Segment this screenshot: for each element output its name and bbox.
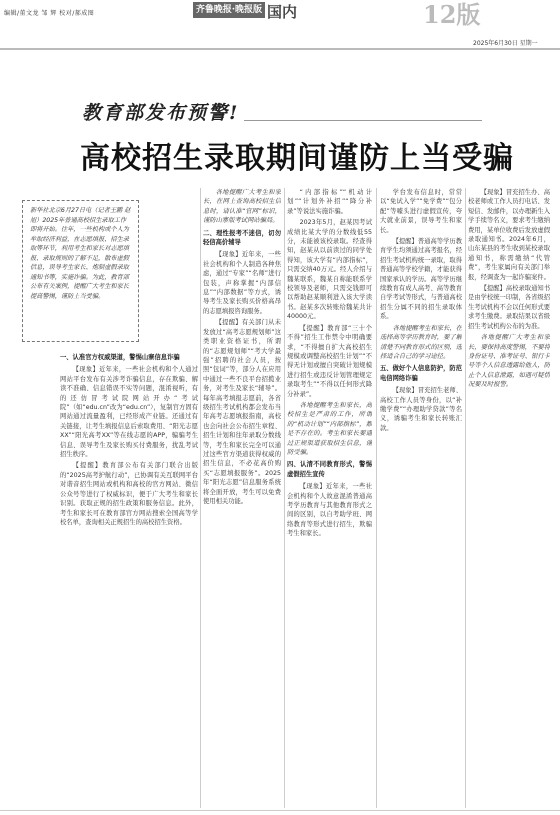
body-paragraph: 【现象】近年来，一些社会机构和个人通过网站平台发布有关涉考诈骗信息，存在欺骗、解读不准确、信息错误不实等问题，混淆视听，有的还仿冒考试院网站开办“考试院”（如“edu.cn”改为“edu.cn”），复制官方固有网站通过流量盈利，已经形成产业链。还通过有关链接，让考生填报信息后索取费用、“阳光志愿XX”“阳光高考XX”等在线志愿的APP，骗骗考生信息、误导考生及家长购买付费服务，扰乱考试招生秩序。 [60,366,198,459]
body-paragraph: 【现象】冒充招生办、高校老师或工作人员打电话、发短信、发邮件，以办理新生入学手续等名义，要求考生缴纳费用，某单位收费后发放虚假录取通知书。2024年6月，山东某县的考生收到某校录取通知书，称需缴纳“代管费”，考生家属向有关部门举报，经调查为一起诈骗案件。 [468,189,550,281]
body-paragraph: 2023年5月，赵某因考试成绩比某大学的分数线低55分，未能被该校录取。经查得知，赵某从以前读过的同学处得知，该大学有“内部指标”，只需交纳40万元。经人介绍与魏某联系，魏某自称能联系学校领导及老师，只需交钱即可以帮助赵某顺利进入该大学读书。赵某多次转账给魏某共计40000元。 [287,219,372,321]
section-subhead: 四、认清不同教育形式，警惕虚假招生宣传 [287,461,372,478]
section-subhead: 五、做好个人信息防护，防范电信网络诈骗 [380,365,462,382]
column-2 [203,188,281,808]
body-paragraph: 【现象】冒充招生老师、高校工作人员等身份，以“补缴学费”“办理助学贷款”等名义，诱骗考生和家长转账汇款。 [380,387,462,432]
article-lead: 新华社北京6月27日电（记者王鹏 赵旭）2025年普通高校招生录取工作即将开始。往年，一些机构或个人为牟取经济利益，在志愿填报、招生录取等环节，利用考生和家长对志愿填报、录取规则的了解不足，散布虚假信息，误导考生家长、炮制虚假录取通知书等，实施诈骗。为此，教育部公布有关案例，提醒广大考生和家长提高警惕，谨防上当受骗。 [30,207,131,300]
editor-credits: 编辑/董文龙 邹 辉 校对/郝成图 [4,10,95,17]
body-paragraph: 各地提醒考生和家长，在选择高等学历教育时，要了解清楚不同教育形式的区别，选择适合自己的学习途径。 [380,324,462,360]
article-kicker: 教育部发布预警! [82,102,240,124]
section-subhead: 一、认准官方权威渠道，警惕山寨信息诈骗 [60,354,180,361]
body-paragraph: 【现象】近年来，一些社会机构和个人制造各种焦虑，通过“专家”“名师”进行包装，声称掌握“内部信息”“内部数据”等方式，诱导考生及家长购买价格高昂的志愿填报咨询服务。 [203,251,281,315]
section-title: 国内 [267,3,298,21]
body-paragraph: 【提醒】教育部公布有关部门联合出版的“2025高考护航行动”，已协调有关互联网平台对谐音招生网站或机构和高校的官方网站、微信公众号等进行了权威标识，便于广大考生和家长识别。获取正规的招生政策和服务信息。此外，考生和家长可在教育部官方网站搜索全国高等学校名单，查询相关正规招生的高校招生资格。 [60,462,198,526]
body-paragraph: 各地提醒广大考生和家长，在网上查询高校招生信息时，请认准“官网”标识，谨防山寨版考试网站骗局。 [203,189,281,225]
body-paragraph: 各地提醒考生和家长，高校招生是严肃的工作，所谓的“机动计划”“内部指标”，都是不存在的。考生和家长要通过正规渠道获取招生信息，谨防受骗。 [287,401,372,456]
body-paragraph: 【提醒】有关部门从未发放过“高考志愿规划师”这类职业资格证书，所谓的“志愿规划师”“考大学最强”招聘的社会人员，按照“包词”等，部分人在应用中通过一些不良平台招揽业务，对考生及家长“辅导”。每年高考填报志愿前，各省级招生考试机构都会发布当年高考志愿填报指南，高校也会向社会公布招生章程、招生计划和往年录取分数线等，考生和家长完全可以通过这些官方渠道获得权威的招生信息，不必花高价购买“志愿填报服务”。2025年“阳光志愿”信息服务系统将全面开放，考生可以免费使用相关功能。 [203,319,281,505]
article-headline: 高校招生录取期间谨防上当受骗 [80,141,514,176]
kicker-rule [244,120,482,121]
column-1 [60,350,198,810]
column-divider [465,188,466,808]
body-paragraph: 【提醒】普通高等学历教育学生均须通过高考报名，经招生考试机构统一录取，取得普通高等学校学籍，才能获得国家承认的学历。高等学历继续教育有成人高考、高等教育自学考试等形式，与普通高校招生分属不同的招生录取体系。 [380,238,462,321]
bottom-rule [0,810,560,811]
body-paragraph: 学台发布信息时，常常以“免试入学”“免学费”“包分配”等噱头进行虚假宣传，夸大就业前景，误导考生和家长。 [380,189,462,234]
body-paragraph: 各地提醒广大考生和家长，要保持高度警惕，不要将身份证号、准考证号、银行卡号等个人信息透露给他人，防止个人信息泄露，如遇可疑情况要及时报警。 [468,334,550,389]
body-paragraph: 【提醒】教育部“三十个不得”招生工作禁令中明确要求，“不得擅自扩大高校招生规模或调整高校招生计划”“不得无计划或擅自突破计划规模进行招生或违反计划管理规定录取考生”“不得以任何形式降分补录”。 [287,324,372,398]
page-number: 12版 [423,0,481,29]
newspaper-brand-logo: 齐鲁晚报·晚报版 [193,2,265,18]
body-paragraph: “内部指标”“机动计划”“计划外补招”“降分补录”等说法实施诈骗。 [287,189,372,215]
section-subhead: 二、理性报考不迷信，切勿轻信高价辅导 [203,229,281,247]
body-paragraph: 【提醒】高校录取通知书是由学校统一印制，各省级招生考试机构不会以任何形式要求考生缴费。录取结果以省级招生考试机构公布的为准。 [468,285,550,330]
column-divider [200,188,201,808]
column-divider [284,188,285,808]
column-5 [468,188,550,808]
column-3 [287,188,372,808]
header-divider [0,48,560,50]
body-paragraph: 【现象】近年来，一些社会机构和个人故意混淆普通高考学历教育与其他教育形式之间的区别，以自考助学班、网络教育等形式进行招生，欺骗考生和家长。 [287,483,372,538]
column-divider [376,188,377,808]
issue-date: 2025年6月30日 星期一 [473,40,538,47]
column-4 [380,188,462,808]
